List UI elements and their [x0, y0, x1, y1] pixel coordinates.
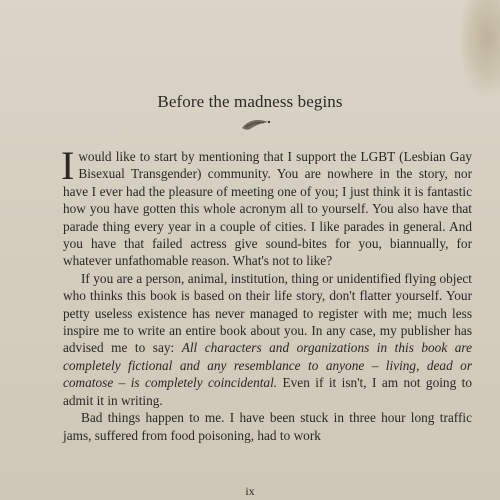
- page-stain: [460, 0, 500, 95]
- paragraph-3-text: Bad things happen to me. I have been stuck in three hour long traffic jams, suffered from food poisoning, had to work: [63, 410, 472, 443]
- paragraph-2: [63, 270, 472, 409]
- paragraph-2-text-after: Even if it isn't, I am not going to admit it in writing.: [63, 375, 472, 408]
- paragraph-2-disclaimer: All characters and organizations in this book are completely fictional and any resemblance to anyone – living, dead or comatose – is completely coincidental.: [63, 340, 472, 391]
- paragraph-1: [61, 143, 472, 270]
- paragraph-3: [63, 409, 472, 444]
- drop-cap: I: [61, 143, 75, 188]
- chapter-heading: Before the madness begins: [157, 92, 343, 111]
- ornament-icon: [238, 116, 278, 134]
- body-text: [61, 143, 472, 444]
- paragraph-2-text-before: If you are a person, animal, institution, thing or unidentified flying object who thinks this book is based on their life story, don't flatter yourself. Your petty useless existence has never managed to register with me; much less inspire me to write an entire book about you. In any case, my publisher has advised me to say:: [63, 270, 472, 356]
- paragraph-1-text: would like to start by mentioning that I support the LGBT (Lesbian Gay Bisexual Transgender) community. You are nowhere in the story, nor have I ever had the pleasure of meeting one of you; I just think it is fantastic how you have gotten this whole acronym all to yourself. You also have that parade thing every year in a couple of cities. I like parades in general. And you have that failed actress give sound-bites for you, biannually, for whatever unfathomable reason. What's not to like?: [63, 149, 472, 269]
- page-number: ix: [245, 484, 255, 498]
